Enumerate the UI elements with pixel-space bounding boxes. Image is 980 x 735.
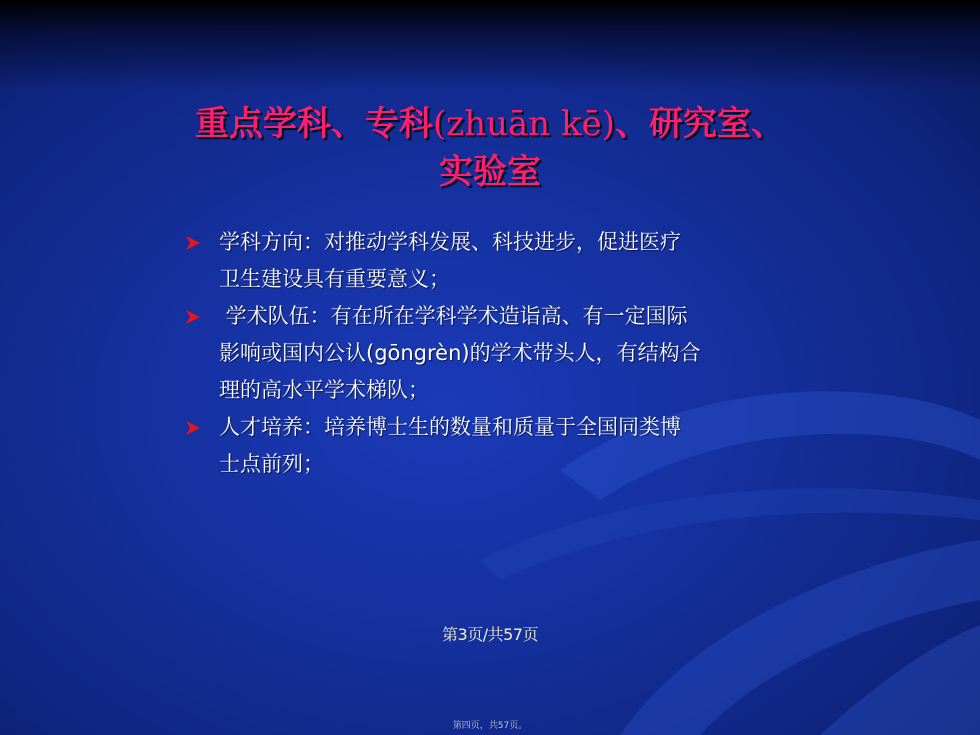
- footer-note: 第四页，共57页。: [452, 721, 528, 731]
- bullet-item-direction: [185, 224, 795, 298]
- title-suffix: 、研究室、: [614, 104, 785, 144]
- slide-title: [150, 100, 830, 196]
- red-arrowhead-icon: [185, 298, 205, 335]
- bullet-item-team: [185, 298, 795, 409]
- bullet-line: 卫生建设具有重要意义；: [219, 267, 450, 291]
- bullet-item-talent: [185, 409, 795, 483]
- bullet-line: 学术队伍：有在所在学科学术造诣高、有一定国际: [219, 304, 688, 328]
- red-arrowhead-icon: [185, 224, 205, 261]
- title-prefix: 重点学科、专科: [195, 104, 434, 144]
- page-indicator: 第3页/共57页: [442, 625, 538, 644]
- bullet-list: [185, 224, 795, 483]
- title-pinyin: (zhuān kē): [433, 104, 615, 144]
- bullet-line: 影响或国内公认(gōngrèn)的学术带头人，有结构合: [219, 341, 701, 365]
- bullet-line: 学科方向：对推动学科发展、科技进步，促进医疗: [219, 230, 681, 254]
- bullet-line: 理的高水平学术梯队；: [219, 378, 429, 402]
- red-arrowhead-icon: [185, 409, 205, 446]
- bullet-line: 士点前列；: [219, 452, 324, 476]
- bullet-line: 人才培养：培养博士生的数量和质量于全国同类博: [219, 415, 681, 439]
- title-line2: 实验室: [439, 152, 541, 192]
